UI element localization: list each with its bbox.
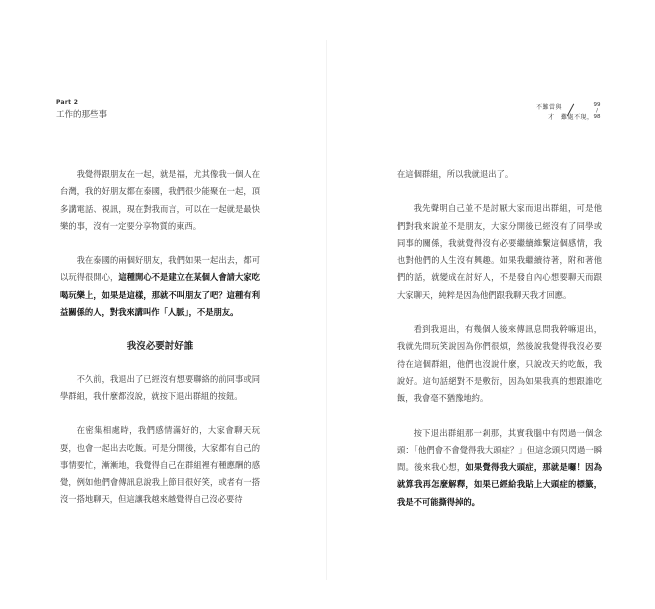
part-label: Part 2 <box>56 99 79 106</box>
subheading: 我沒必要討好誰 <box>126 341 194 353</box>
section-title: 工作的那些事 <box>56 110 108 120</box>
page-gutter <box>326 40 327 580</box>
paragraph: 不久前，我退出了已經沒有想要聯絡的前同事或同學群組，我什麼都沒說，就按下退出群組的按鈕。 <box>60 373 260 401</box>
series-header <box>536 100 606 122</box>
paragraph: 我先聲明自己並不是討厭大家而退出群組，可是他們對我來說並不是朋友，大家分開後已經沒有了同學或同事的關係，我就覺得沒有必要繼續維繫這個感情，我也對他們的人生沒有興趣。如果我繼續待著，附和著他們的話，就變成在討好人，不是發自內心想要聊天而跟大家聊天，純粹是因為他們跟我聊天我才回應。 <box>397 203 602 300</box>
paragraph: 在密集相處時，我們感情滿好的，大家會聊天玩耍，也會一起出去吃飯。可是分開後，大家都有自己的事情要忙，漸漸地，我覺得自己在群組裡有種應酬的感覺，例如他們會傳訊息說我上節目很好笑，或者有一搭沒一搭地聊天，但這讓我越來越覺得自己沒必要待 <box>60 425 260 505</box>
paragraph-text: 按下退出群組那一剎那，其實我腦中有閃過一個念頭：「他們會不會覺得我大頭症？」但這念頭只閃過一瞬間。後來我心想， <box>397 427 602 473</box>
bold-emphasis: 這種開心不是建立在某個人會請大家吃喝玩樂上，如果是這樣，那就不叫朋友了吧？這種有利益關係的人，對我來講叫作「人脈」 <box>60 272 260 318</box>
paragraph: 看到我退出，有幾個人後來傳訊息問我幹嘛退出，我就先問玩笑說因為你們很煩，然後說我覺得我沒必要待在這個群組，他們也沒說什麼，只說改天約吃飯，我說好。這句話絕對不是敷衍，因為如果我真的想跟誰吃飯，我會毫不猶豫地約。 <box>397 324 602 404</box>
series-title-line2: 才 難處不現， <box>548 114 594 121</box>
paragraph <box>397 425 602 511</box>
paragraph-text: ，不是朋友。 <box>188 307 239 318</box>
page-number: 99 / 98 <box>593 102 601 120</box>
right-body <box>397 166 602 528</box>
paragraph <box>60 252 260 321</box>
left-body <box>60 166 260 526</box>
series-title-line1: 不難當與 <box>536 104 563 111</box>
paragraph-text: 我在泰國的兩個好朋友，我們如果一起出去，都可以玩得很開心， <box>60 255 260 283</box>
paragraph: 我覺得跟朋友在一起，就是福，尤其像我一個人在台灣，我的好朋友都在泰國，我們很少能聚在一起，頂多講電話、視訊，現在對我而言，可以在一起就是最快樂的事，沒有一定要分享物質的東西。 <box>60 169 260 231</box>
paragraph: 在這個群組，所以我就退出了。 <box>397 169 514 179</box>
bold-emphasis: 如果覺得我大頭症，那就是囉！因為就算我再怎麼解釋，如果已經給我貼上大頭症的標籤，我是不可能撕得掉的。 <box>397 462 602 507</box>
